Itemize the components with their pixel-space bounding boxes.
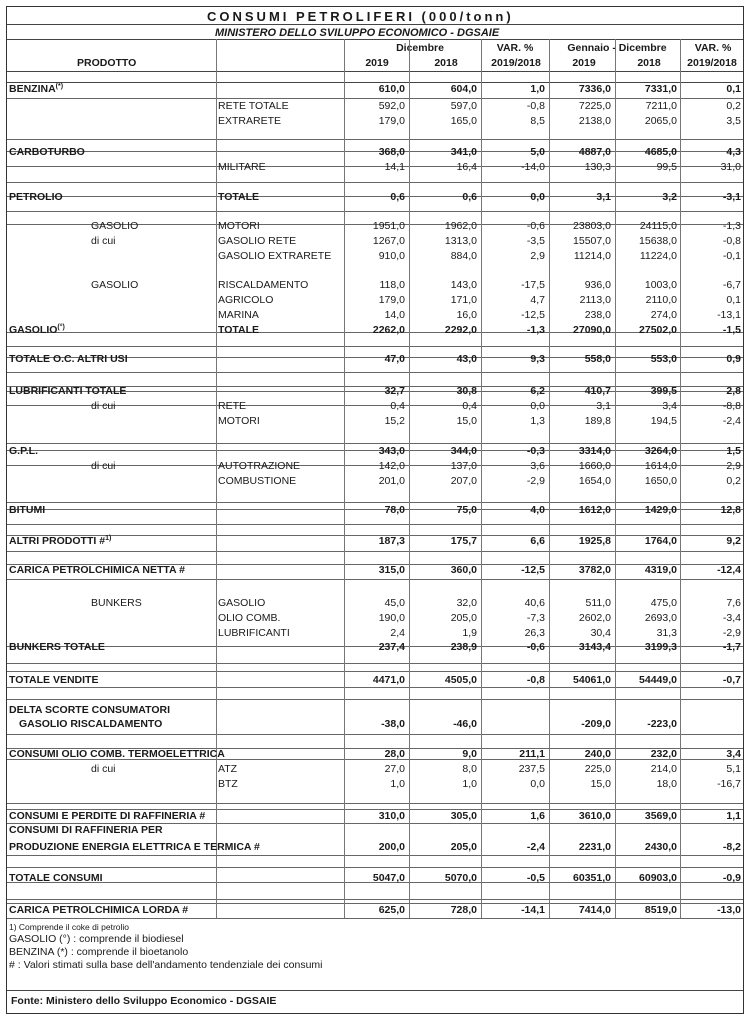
row-value: 1764,0 (644, 535, 677, 547)
row-subproduct: AGRICOLO (218, 294, 274, 306)
row-value: -12,5 (521, 564, 545, 576)
row-subproduct: RETE TOTALE (218, 100, 289, 112)
row-value: 1612,0 (578, 504, 611, 516)
row-value: 1267,0 (372, 235, 405, 247)
row-value: 410,7 (584, 385, 611, 397)
row-value: 14,1 (384, 161, 405, 173)
row-value: 205,0 (450, 612, 477, 624)
row-value: 137,0 (450, 460, 477, 472)
row-value: 15,0 (456, 415, 477, 427)
row-value: -17,5 (521, 279, 545, 291)
row-value: 4,0 (530, 504, 545, 516)
row-value: -0,7 (722, 674, 741, 686)
row-value: 2602,0 (578, 612, 611, 624)
row-value: 0,0 (530, 400, 545, 412)
header-year-2018-dic: 2018 (434, 57, 458, 69)
row-value: -2,4 (722, 415, 741, 427)
row-value: 45,0 (384, 597, 405, 609)
row-value: 3,1 (596, 191, 611, 203)
row-value: 200,0 (378, 841, 405, 853)
row-value: 1,6 (530, 810, 545, 822)
row-value: 1,0 (530, 83, 545, 95)
row-value: 15,0 (590, 778, 611, 790)
report-sheet (6, 6, 744, 1014)
row-value: 2292,0 (444, 324, 477, 336)
row-value: 1962,0 (444, 220, 477, 232)
row-value: 43,0 (456, 353, 477, 365)
row-value: 511,0 (585, 597, 611, 609)
row-value: 27502,0 (639, 324, 677, 336)
row-value: 130,3 (584, 161, 611, 173)
row-value: 194,5 (650, 415, 677, 427)
row-value: 1429,0 (644, 504, 677, 516)
row-subproduct: GASOLIO RETE (218, 235, 297, 247)
row-product: di cui (91, 235, 116, 247)
row-value: 0,1 (726, 294, 741, 306)
row-product: ALTRI PRODOTTI #$^{1)}$ (9, 535, 112, 547)
row-subproduct: MILITARE (218, 161, 266, 173)
row-value: 190,0 (378, 612, 405, 624)
row-value: 0,0 (530, 778, 545, 790)
row-value: 238,9 (450, 641, 477, 653)
row-subproduct: MOTORI (218, 415, 260, 427)
row-value: 475,0 (650, 597, 677, 609)
row-value: 8519,0 (644, 904, 677, 916)
row-value: -1,7 (722, 641, 741, 653)
row-value: 142,0 (378, 460, 405, 472)
row-value: 179,0 (378, 115, 405, 127)
row-value: 7331,0 (644, 83, 677, 95)
row-value: -3,5 (526, 235, 545, 247)
row-subproduct: BTZ (218, 778, 238, 790)
row-product: G.P.L. (9, 445, 38, 457)
row-value: 237,4 (378, 641, 405, 653)
row-product: BUNKERS TOTALE (9, 641, 105, 653)
row-value: 214,0 (650, 763, 677, 775)
row-subproduct: GASOLIO (218, 597, 266, 609)
row-value: -2,4 (526, 841, 545, 853)
row-value: 3,6 (530, 460, 545, 472)
row-value: 3,2 (662, 191, 677, 203)
row-value: 54449,0 (639, 674, 677, 686)
row-value: 5047,0 (372, 872, 405, 884)
row-value: 2262,0 (372, 324, 405, 336)
row-value: 60351,0 (573, 872, 611, 884)
row-value: 1,0 (390, 778, 405, 790)
row-value: -0,1 (722, 250, 741, 262)
row-value: 3569,0 (644, 810, 677, 822)
row-value: 2065,0 (644, 115, 677, 127)
row-value: 1,9 (462, 627, 477, 639)
row-product: TOTALE O.C. ALTRI USI (9, 353, 128, 365)
row-value: 604,0 (450, 83, 477, 95)
row-subproduct: GASOLIO EXTRARETE (218, 250, 332, 262)
row-product: TOTALE VENDITE (9, 674, 99, 686)
row-value: 3314,0 (578, 445, 611, 457)
row-value: 15,2 (384, 415, 405, 427)
row-product: LUBRIFICANTI TOTALE (9, 385, 127, 397)
row-value: 4,3 (726, 146, 741, 158)
row-value: -2,9 (722, 627, 741, 639)
row-product: CONSUMI OLIO COMB. TERMOELETTRICA (9, 748, 225, 760)
header-year-2019-gd: 2019 (572, 57, 596, 69)
row-subproduct: RETE (218, 400, 247, 412)
row-value: 60903,0 (639, 872, 677, 884)
row-value: -0,8 (722, 235, 741, 247)
row-product: GASOLIO (91, 220, 139, 232)
row-value: 31,3 (656, 627, 677, 639)
row-value: 1,0 (462, 778, 477, 790)
row-value: 597,0 (450, 100, 477, 112)
row-value: 3264,0 (644, 445, 677, 457)
row-product: di cui (91, 400, 116, 412)
row-value: 30,4 (590, 627, 611, 639)
row-product: GASOLIO(°) (9, 324, 65, 336)
note-estimates: # : Valori stimati sulla base dell'andamento tendenziale dei consumi (9, 959, 323, 971)
row-value: 315,0 (378, 564, 405, 576)
row-value: 3610,0 (578, 810, 611, 822)
row-product: CARBOTURBO (9, 146, 85, 158)
row-value: -223,0 (647, 718, 677, 730)
note-coke: 1) Comprende il coke di petrolio (9, 922, 130, 932)
row-subproduct: EXTRARETE (218, 115, 282, 127)
row-value: 0,2 (726, 100, 741, 112)
row-value: -0,8 (526, 674, 545, 686)
row-value: 310,0 (378, 810, 405, 822)
row-value: 3199,3 (644, 641, 677, 653)
row-value: 7211,0 (645, 100, 677, 112)
row-value: 15638,0 (639, 235, 677, 247)
row-value: 2,9 (726, 460, 741, 472)
row-value: -8,8 (722, 400, 741, 412)
row-product: PRODUZIONE ENERGIA ELETTRICA E TERMICA # (9, 841, 260, 853)
row-value: -3,4 (722, 612, 741, 624)
row-value: 118,0 (379, 279, 405, 291)
row-value: 2693,0 (644, 612, 677, 624)
row-value: -209,0 (581, 718, 611, 730)
row-value: 4685,0 (644, 146, 677, 158)
header-period-dic: 2019/2018 (491, 57, 541, 69)
row-value: 399,5 (650, 385, 677, 397)
row-value: 341,0 (450, 146, 477, 158)
row-product: CARICA PETROLCHIMICA NETTA # (9, 564, 185, 576)
row-subproduct: MOTORI (218, 220, 260, 232)
row-value: -7,3 (526, 612, 545, 624)
row-value: 232,0 (650, 748, 677, 760)
row-value: 1313,0 (444, 235, 477, 247)
row-value: 40,6 (524, 597, 545, 609)
row-value: 9,2 (726, 535, 741, 547)
row-value: -46,0 (453, 718, 477, 730)
row-value: 2,9 (530, 250, 545, 262)
row-value: 2,4 (390, 627, 405, 639)
row-value: 4471,0 (372, 674, 405, 686)
row-value: 1,1 (726, 810, 741, 822)
header-var-gen-dic: VAR. % (694, 42, 732, 54)
row-value: 3,4 (662, 400, 677, 412)
row-value: -8,2 (722, 841, 741, 853)
row-value: 7336,0 (578, 83, 611, 95)
note-gasolio: GASOLIO (°) : comprende il biodiesel (9, 933, 184, 945)
row-value: 1,5 (726, 445, 741, 457)
row-value: 24115,0 (639, 220, 677, 232)
row-value: 343,0 (378, 445, 405, 457)
row-value: 7225,0 (578, 100, 611, 112)
row-value: 165,0 (450, 115, 477, 127)
row-value: 6,6 (530, 535, 545, 547)
row-value: 3,4 (726, 748, 741, 760)
row-value: 728,0 (450, 904, 477, 916)
row-product: PETROLIO (9, 191, 63, 203)
row-product: BUNKERS (91, 597, 142, 609)
row-value: 32,0 (456, 597, 477, 609)
row-value: 7,6 (726, 597, 741, 609)
row-value: 30,8 (456, 385, 477, 397)
row-value: 171,0 (450, 294, 477, 306)
row-value: 78,0 (384, 504, 405, 516)
row-value: 4505,0 (444, 674, 477, 686)
row-value: 3143,4 (578, 641, 611, 653)
header-period-gd: 2019/2018 (687, 57, 737, 69)
row-value: 12,8 (720, 504, 741, 516)
header-prodotto: PRODOTTO (77, 57, 137, 69)
row-value: -0,6 (526, 220, 545, 232)
row-subproduct: MARINA (218, 309, 259, 321)
row-value: -0,9 (722, 872, 741, 884)
row-value: 910,0 (378, 250, 405, 262)
row-value: 0,6 (462, 191, 477, 203)
note-benzina: BENZINA (*) : comprende il bioetanolo (9, 946, 189, 958)
row-value: -12,4 (717, 564, 741, 576)
row-value: 4,7 (530, 294, 545, 306)
row-footnote-mark: 1) (105, 535, 112, 542)
row-value: 189,8 (584, 415, 611, 427)
row-value: 18,0 (656, 778, 677, 790)
row-value: -1,3 (526, 324, 545, 336)
row-value: 0,0 (530, 191, 545, 203)
row-footnote-mark: (°) (57, 324, 65, 331)
row-value: 238,0 (584, 309, 611, 321)
row-subproduct: COMBUSTIONE (218, 475, 297, 487)
row-value: 8,0 (462, 763, 477, 775)
row-value: 553,0 (650, 353, 677, 365)
row-value: 1650,0 (644, 475, 677, 487)
row-value: 201,0 (378, 475, 405, 487)
row-value: -16,7 (717, 778, 741, 790)
row-value: 7414,0 (578, 904, 611, 916)
row-value: 240,0 (584, 748, 611, 760)
row-value: 1003,0 (644, 279, 677, 291)
row-value: -1,3 (722, 220, 741, 232)
row-value: -0,8 (526, 100, 545, 112)
row-value: 610,0 (378, 83, 405, 95)
row-product: TOTALE CONSUMI (9, 872, 103, 884)
row-product: BENZINA(*) (9, 83, 64, 95)
header-year-2018-gd: 2018 (637, 57, 661, 69)
row-value: 0,1 (726, 83, 741, 95)
row-value: 1660,0 (578, 460, 611, 472)
row-value: -0,5 (526, 872, 545, 884)
row-value: 1654,0 (578, 475, 611, 487)
header-var-dicembre: VAR. % (496, 42, 534, 54)
row-value: 27090,0 (573, 324, 611, 336)
row-product: CONSUMI E PERDITE DI RAFFINERIA # (9, 810, 206, 822)
row-value: 0,2 (726, 475, 741, 487)
row-value: 211,1 (519, 748, 545, 760)
row-subproduct: LUBRIFICANTI (218, 627, 290, 639)
row-value: -0,3 (526, 445, 545, 457)
row-value: 2231,0 (578, 841, 611, 853)
row-product: CARICA PETROLCHIMICA LORDA # (9, 904, 189, 916)
row-product: di cui (91, 460, 116, 472)
row-value: 15507,0 (573, 235, 611, 247)
row-value: 54061,0 (573, 674, 611, 686)
row-value: 179,0 (378, 294, 405, 306)
row-value: 2430,0 (644, 841, 677, 853)
row-product: BITUMI (9, 504, 46, 516)
row-product: CONSUMI DI RAFFINERIA PER (9, 824, 163, 836)
row-subproduct: ATZ (218, 763, 238, 775)
row-value: 143,0 (450, 279, 477, 291)
row-value: 14,0 (384, 309, 405, 321)
row-value: -2,9 (526, 475, 545, 487)
row-value: 0,6 (390, 191, 405, 203)
row-value: -38,0 (381, 718, 405, 730)
row-value: 31,0 (720, 161, 741, 173)
row-value: 205,0 (450, 841, 477, 853)
row-value: 16,0 (456, 309, 477, 321)
row-value: 5,1 (726, 763, 741, 775)
row-subproduct: RISCALDAMENTO (218, 279, 309, 291)
row-value: 28,0 (384, 748, 405, 760)
report-subtitle: MINISTERO DELLO SVILUPPO ECONOMICO - DGSAIE (215, 27, 500, 39)
row-value: 1614,0 (644, 460, 677, 472)
row-value: -13,1 (717, 309, 741, 321)
row-value: 225,0 (584, 763, 611, 775)
row-value: 1951,0 (372, 220, 405, 232)
row-value: -12,5 (521, 309, 545, 321)
row-value: -3,1 (722, 191, 741, 203)
row-value: 237,5 (518, 763, 545, 775)
row-value: 558,0 (584, 353, 611, 365)
row-subproduct: OLIO COMB. (218, 612, 281, 624)
row-value: -14,0 (521, 161, 545, 173)
row-value: 1,3 (530, 415, 545, 427)
row-value: 884,0 (450, 250, 477, 262)
row-value: 6,2 (530, 385, 545, 397)
row-value: 2110,0 (645, 294, 677, 306)
row-value: 2138,0 (578, 115, 611, 127)
row-value: 2,8 (726, 385, 741, 397)
row-value: 187,3 (378, 535, 405, 547)
row-value: 16,4 (456, 161, 477, 173)
row-value: -13,0 (717, 904, 741, 916)
row-value: 2113,0 (579, 294, 611, 306)
row-product: GASOLIO RISCALDAMENTO (19, 718, 163, 730)
row-product: DELTA SCORTE CONSUMATORI (9, 704, 170, 716)
row-subproduct: AUTOTRAZIONE (218, 460, 301, 472)
row-product: GASOLIO (91, 279, 139, 291)
row-value: -1,5 (722, 324, 741, 336)
row-value: 5070,0 (444, 872, 477, 884)
row-value: 175,7 (450, 535, 477, 547)
row-value: 4319,0 (644, 564, 677, 576)
row-value: 11224,0 (639, 250, 677, 262)
row-subproduct: TOTALE (218, 324, 260, 336)
row-value: 0,9 (726, 353, 741, 365)
row-value: 344,0 (450, 445, 477, 457)
source-line: Fonte: Ministero dello Sviluppo Economico - DGSAIE (11, 995, 277, 1007)
row-value: 5,0 (530, 146, 545, 158)
header-year-2019-dic: 2019 (365, 57, 389, 69)
row-value: -6,7 (722, 279, 741, 291)
row-value: 274,0 (650, 309, 677, 321)
row-footnote-mark: (*) (55, 83, 64, 90)
row-value: 3,1 (596, 400, 611, 412)
row-value: 8,5 (530, 115, 545, 127)
row-value: 99,5 (656, 161, 677, 173)
row-value: 368,0 (378, 146, 405, 158)
row-value: 4887,0 (578, 146, 611, 158)
row-value: 9,0 (462, 748, 477, 760)
report-title: CONSUMI PETROLIFERI (000/tonn) (207, 9, 514, 24)
row-subproduct: TOTALE (218, 191, 260, 203)
row-value: 592,0 (378, 100, 405, 112)
row-value: 0,4 (390, 400, 405, 412)
row-value: 936,0 (584, 279, 611, 291)
row-value: -14,1 (521, 904, 545, 916)
row-value: 207,0 (450, 475, 477, 487)
row-value: 305,0 (450, 810, 477, 822)
row-value: 3782,0 (578, 564, 611, 576)
row-value: 0,4 (462, 400, 477, 412)
row-value: 75,0 (456, 504, 477, 516)
row-value: 27,0 (384, 763, 405, 775)
row-value: 625,0 (378, 904, 405, 916)
row-product: di cui (91, 763, 116, 775)
row-value: 3,5 (726, 115, 741, 127)
row-value: 32,7 (384, 385, 405, 397)
row-value: 47,0 (384, 353, 405, 365)
row-value: 1925,8 (578, 535, 611, 547)
row-value: -0,6 (526, 641, 545, 653)
row-value: 26,3 (524, 627, 545, 639)
row-value: 23803,0 (573, 220, 611, 232)
row-value: 9,3 (530, 353, 545, 365)
row-value: 11214,0 (573, 250, 611, 262)
row-value: 360,0 (450, 564, 477, 576)
header-gennaio-dicembre: Gennaio - Dicembre (567, 42, 667, 54)
header-dicembre: Dicembre (396, 42, 444, 54)
